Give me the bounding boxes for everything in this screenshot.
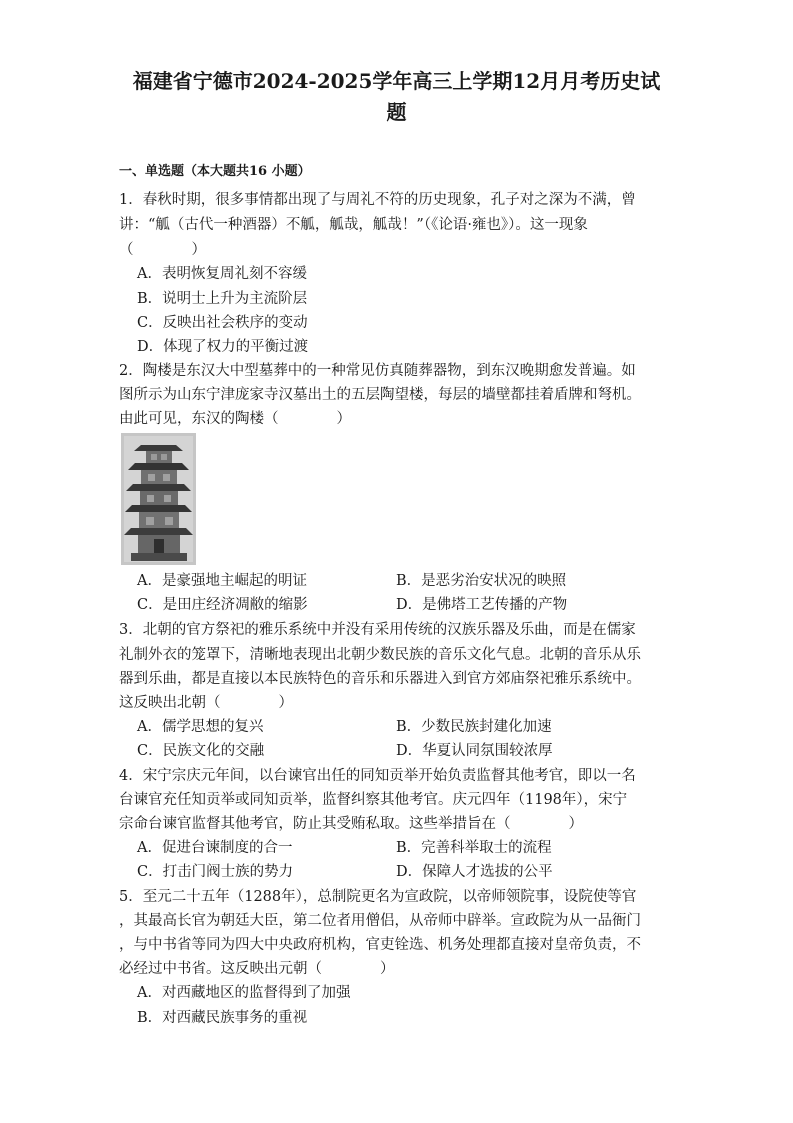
q3-stem-line-4: 这反映出北朝（ ）	[119, 695, 293, 711]
q4-option-a: A．促进台谏制度的合一	[137, 840, 293, 856]
q1-stem-line-2: 讲：“觚（古代一种酒器）不觚，觚哉，觚哉！”（《论语·雍也》）。这一现象	[119, 217, 588, 233]
q4-option-c: C．打击门阀士族的势力	[137, 864, 294, 880]
q1-stem-line-3: （ ）	[119, 242, 206, 258]
q5-stem-line-3: ，与中书省等同为四大中央政府机构，官吏铨选、机务处理都直接对皇帝负责，不	[119, 937, 641, 953]
q2-option-a: A．是豪强地主崛起的明证	[137, 573, 307, 589]
q4-stem-line-3: 宗命台谏官监督其他考官，防止其受贿私取。这些举措旨在（ ）	[119, 816, 583, 832]
q2-option-c: C．是田庄经济凋敝的缩影	[137, 597, 308, 613]
q5-stem-line-2: ，其最高长官为朝廷大臣，第二位者用僧侣，从帝师中辟举。宣政院为从一品衙门	[119, 913, 641, 929]
q3-stem-line-3: 器到乐曲，都是直接以本民族特色的音乐和乐器进入到官方郊庙祭祀雅乐系统中。	[119, 671, 641, 687]
q3-option-c: C．民族文化的交融	[137, 743, 265, 759]
q3-stem-line-2: 礼制外衣的笼罩下，清晰地表现出北朝少数民族的音乐文化气息。北朝的音乐从乐	[119, 647, 641, 663]
q2-stem-line-2: 图所示为山东宁津庞家寺汉墓出土的五层陶望楼，每层的墙壁都挂着盾牌和弩机。	[119, 387, 641, 403]
q3-option-d: D．华夏认同氛围较浓厚	[396, 743, 553, 759]
q4-option-b: B．完善科举取士的流程	[396, 840, 552, 856]
q2-stem-line-1: 2．陶楼是东汉大中型墓葬中的一种常见仿真随葬器物，到东汉晚期愈发普遍。如	[119, 363, 636, 379]
q1-stem-line-1: 1．春秋时期，很多事情都出现了与周礼不符的历史现象，孔子对之深为不满，曾	[119, 192, 636, 208]
title-line-1: 福建省宁德市2024-2025学年高三上学期12月月考历史试	[132, 69, 661, 93]
q5-option-a: A．对西藏地区的监督得到了加强	[137, 985, 351, 1001]
q4-option-d: D．保障人才选拔的公平	[396, 864, 553, 880]
q1-option-c: C．反映出社会秩序的变动	[137, 315, 308, 331]
q4-stem-line-2: 台谏官充任知贡举或同知贡举，监督纠察其他考官。庆元四年（1198年），宋宁	[119, 792, 628, 808]
q5-stem-line-1: 5．至元二十五年（1288年），总制院更名为宣政院，以帝师领院事，设院使等官	[119, 889, 637, 905]
q3-stem-line-1: 3．北朝的官方祭祀的雅乐系统中并没有采用传统的汉族乐器及乐曲，而是在儒家	[119, 622, 636, 638]
q5-stem-line-4: 必经过中书省。这反映出元朝（ ）	[119, 961, 395, 977]
q4-stem-line-1: 4．宋宁宗庆元年间，以台谏官出任的同知贡举开始负责监督其他考官，即以一名	[119, 768, 636, 784]
q3-option-a: A．儒学思想的复兴	[137, 719, 264, 735]
q3-option-b: B．少数民族封建化加速	[396, 719, 552, 735]
q2-stem-line-3: 由此可见，东汉的陶楼（ ）	[119, 411, 351, 427]
pottery-tower-image	[121, 433, 196, 565]
q5-option-b: B．对西藏民族事务的重视	[137, 1010, 308, 1026]
q1-option-a: A．表明恢复周礼刻不容缓	[137, 266, 307, 282]
title-line-2: 题	[386, 100, 407, 124]
q1-option-b: B．说明士上升为主流阶层	[137, 291, 308, 307]
page-title	[100, 66, 693, 128]
q2-option-b: B．是恶劣治安状况的映照	[396, 573, 567, 589]
section-heading: 一、单选题（本大题共16 小题）	[119, 164, 311, 179]
q2-option-d: D．是佛塔工艺传播的产物	[396, 597, 568, 613]
q1-option-d: D．体现了权力的平衡过渡	[137, 339, 309, 355]
